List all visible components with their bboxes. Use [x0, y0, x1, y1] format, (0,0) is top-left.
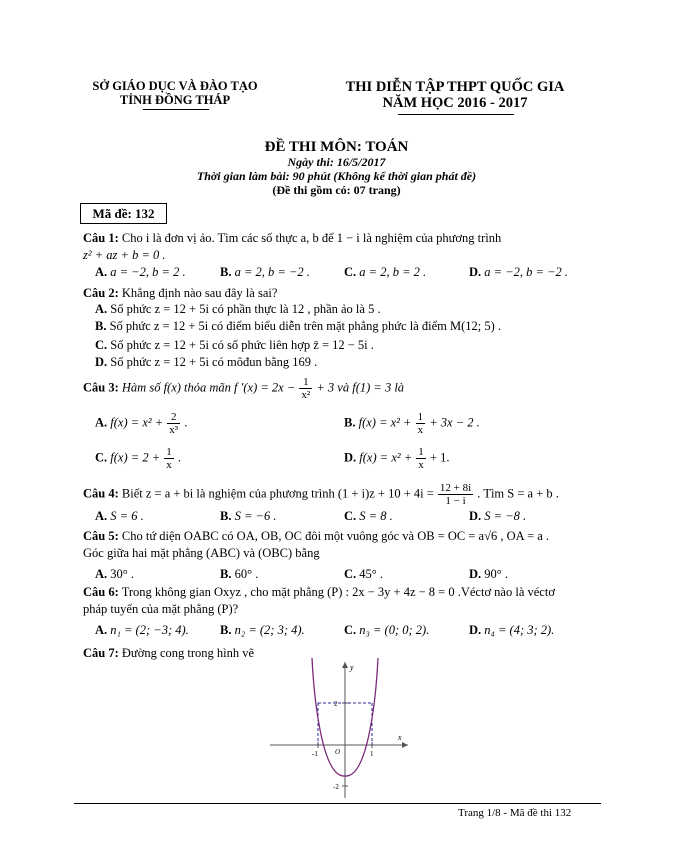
q1-text-line [83, 230, 501, 247]
exam-name [330, 79, 580, 111]
q6-option-a[interactable]: A. n₁ = (2; −3; 4). [95, 623, 189, 637]
y-tick-top-label: 2 [334, 700, 338, 708]
q3-fraction: $\frac{1}{\text{x²}}$ [301, 376, 311, 401]
q4-option-d[interactable]: D. S = −8 . [469, 509, 527, 523]
q4-text-line: Câu 4: Biết z = a + bi là nghiệm của phương trình (1 + i)z + 10 + 4i = $\frac{12 + 8i}{1 - i}$ . Tìm S = a + b . [83, 482, 559, 507]
y-axis-arrow-icon [342, 662, 348, 668]
q4-option-b[interactable]: B. S = −6 . [220, 509, 277, 523]
y-tick-bottom-label: -2 [333, 783, 339, 791]
exam-underline [398, 114, 514, 115]
q4-option-c[interactable]: C. S = 8 . [344, 509, 393, 523]
x-axis-arrow-icon [402, 742, 408, 748]
parabola-graph [270, 658, 410, 798]
q5-option-d[interactable]: D. 90° . [469, 567, 509, 581]
footer-rule [74, 803, 601, 804]
q6-text-line-2: pháp tuyến của mặt phẳng (P)? [83, 602, 239, 616]
footer-text: Trang 1/8 - Mã đề thi 132 [458, 807, 572, 819]
y-axis-label: y [350, 663, 354, 672]
org-line-1: SỞ GIÁO DỤC VÀ ĐÀO TẠO [92, 79, 258, 93]
x-tick-left-label: -1 [312, 750, 318, 758]
q1-label: Câu 1: [83, 231, 119, 245]
q3-option-a[interactable]: A. f(x) = x² + $\frac{2}{\text{x³}}$ . [95, 411, 188, 436]
q2-label: Câu 2: [83, 286, 119, 300]
q2-text-line [83, 285, 277, 302]
q2-option-b[interactable]: B. Số phức z = 12 + 5i có điểm biểu diễn trên mặt phẳng phức là điểm M(12; 5) . [95, 319, 502, 333]
q2-option-a[interactable]: A. Số phức z = 12 + 5i có phần thực là 12 , phần ảo là 5 . [95, 302, 381, 316]
q6-label: Câu 6: [83, 585, 119, 599]
org-line-2: TỈNH ĐỒNG THÁP [119, 93, 231, 107]
q3-option-d[interactable]: D. f(x) = x² + $\frac{1}{x}$ + 1. [344, 446, 450, 471]
q5-text-line: Câu 5: Cho tứ diện OABC có OA, OB, OC đôi một vuông góc và OB = OC = a√6 , OA = a . [83, 529, 550, 543]
q2-option-c[interactable]: C. Số phức z = 12 + 5i có số phức liên hợp z̄ = 12 − 5i . [95, 338, 374, 352]
q6-option-c[interactable]: C. n₃ = (0; 0; 2). [344, 623, 430, 637]
origin-label: O [335, 748, 341, 756]
q4-label: Câu 4: [83, 486, 119, 501]
q1-option-b[interactable]: B. a = 2, b = −2 . [220, 265, 310, 279]
q3-option-c[interactable]: C. f(x) = 2 + $\frac{1}{x}$ . [95, 446, 181, 471]
q3-option-b[interactable]: B. f(x) = x² + $\frac{1}{x}$ + 3x − 2 . [344, 411, 480, 436]
org-underline [143, 109, 209, 110]
q6-text-line: Câu 6: Trong không gian Oxyz , cho mặt phẳng (P) : 2x − 3y + 4z − 8 = 0 .Véctơ nào là véctơ [83, 585, 555, 599]
q4-option-a[interactable]: A. S = 6 . [95, 509, 144, 523]
q5-label: Câu 5: [83, 529, 119, 543]
q1-option-c[interactable]: C. a = 2, b = 2 . [344, 265, 427, 279]
q5-option-a[interactable]: A. 30° . [95, 567, 135, 581]
q4-fraction: $\frac{12 + 8i}{1 - i}$ [439, 482, 472, 507]
exam-code-box: Mã đề: 132 [80, 203, 167, 224]
q5-option-c[interactable]: C. 45° . [344, 567, 384, 581]
q2-option-d[interactable]: D. Số phức z = 12 + 5i có môđun bằng 169 . [95, 355, 318, 369]
q7-text-line: Câu 7: Đường cong trong hình vẽ [83, 646, 255, 660]
exam-date: Ngày thi: 16/5/2017 [287, 155, 386, 169]
q1-equation: z² + az + b = 0 . [83, 248, 166, 262]
org-name [70, 79, 280, 107]
x-tick-right-label: 1 [370, 750, 374, 758]
subject-title: ĐỀ THI MÔN: TOÁN [264, 139, 409, 155]
q2-text: Khẳng định nào sau đây là sai? [121, 286, 278, 300]
q3-label: Câu 3: [83, 380, 119, 395]
q5-text-line-2: Góc giữa hai mặt phẳng (ABC) và (OBC) bằng [83, 546, 320, 560]
page-count: (Đề thi gồm có: 07 trang) [272, 183, 401, 197]
q6-option-b[interactable]: B. n₂ = (2; 3; 4). [220, 623, 305, 637]
q3-text-line: Câu 3: Hàm số f(x) thỏa mãn f ′(x) = 2x − $\frac{1}{\text{x²}}$ + 3 và f(1) = 3 là [83, 376, 405, 401]
q5-option-b[interactable]: B. 60° . [220, 567, 259, 581]
x-axis-label: x [398, 733, 402, 742]
q1-text: Cho i là đơn vị ảo. Tìm các số thực a, b để 1 − i là nghiệm của phương trình [121, 231, 502, 245]
q7-label: Câu 7: [83, 646, 119, 660]
q6-option-d[interactable]: D. n₄ = (4; 3; 2). [469, 623, 555, 637]
exam-line-1: THI DIỄN TẬP THPT QUỐC GIA [345, 79, 565, 95]
exam-line-2: NĂM HỌC 2016 - 2017 [382, 95, 528, 111]
q1-option-d[interactable]: D. a = −2, b = −2 . [469, 265, 569, 279]
exam-duration: Thời gian làm bài: 90 phút (Không kể thời gian phát đề) [196, 169, 477, 183]
q1-option-a[interactable]: A. a = −2, b = 2 . [95, 265, 186, 279]
